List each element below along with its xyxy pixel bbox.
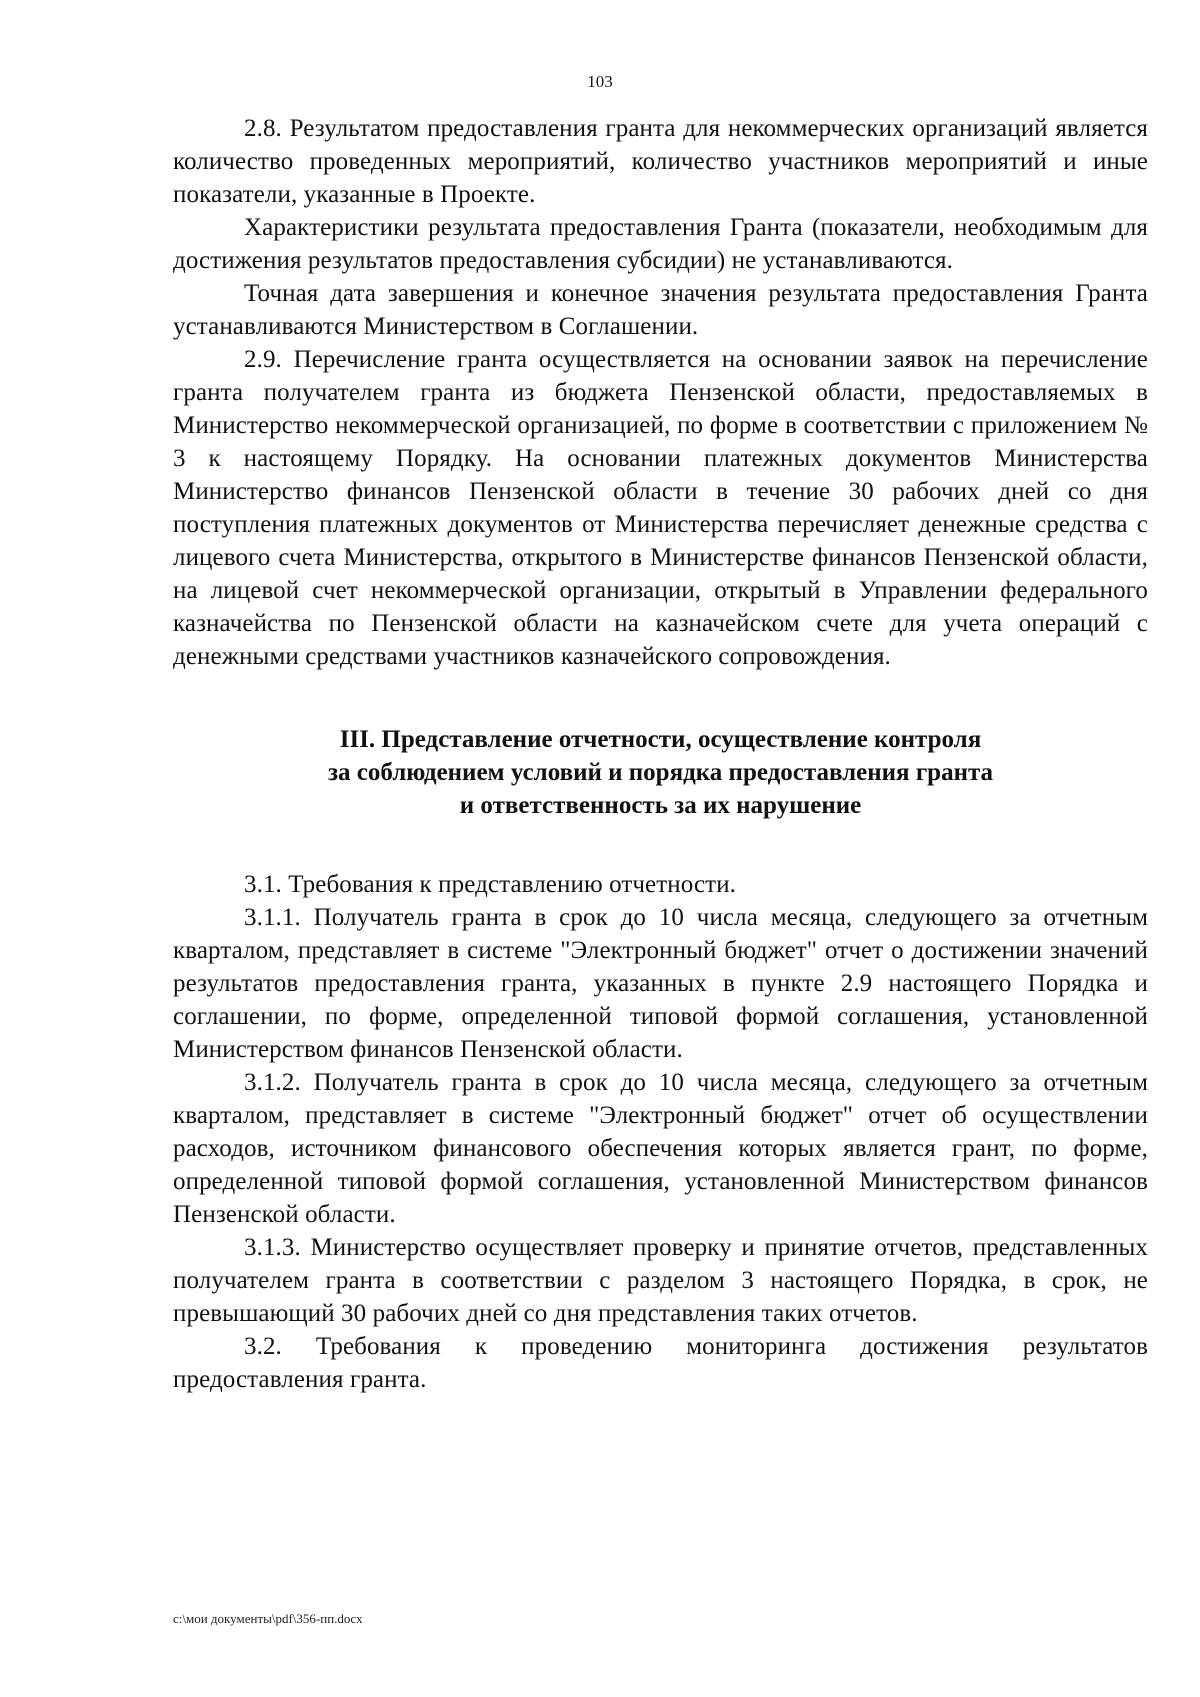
paragraph-3-1: 3.1. Требования к представлению отчетности. <box>244 871 737 898</box>
page-number: 103 <box>587 72 613 91</box>
paragraph-2-8: 2.8. Результатом предоставления гранта для некоммерческих организаций является количество проведенных мероприятий, количество участников мероприятий и иные показатели, указанные в Проекте. <box>173 115 1148 208</box>
paragraph-3-1-1: 3.1.1. Получатель гранта в срок до 10 числа месяца, следующего за отчетным кварталом, представляет в системе "Электронный бюджет" отчет о достижении значений результатов предоставления гранта, указанных в пункте 2.9 настоящего Порядка и соглашении, по форме, определенной типовой формой соглашения, установленной Министерством финансов Пензенской области. <box>173 904 1148 1063</box>
paragraph-2-9: 2.9. Перечисление гранта осуществляется на основании заявок на перечисление гранта получателем гранта из бюджета Пензенской области, предоставляемых в Министерство некоммерческой организацией, по форме в соответствии с приложением № 3 к настоящему Порядку. На основании платежных документов Министерства Министерство финансов Пензенской области в течение 30 рабочих дней со дня поступления платежных документов от Министерства перечисляет денежные средства с лицевого счета Министерства, открытого в Министерстве финансов Пензенской области, на лицевой счет некоммерческой организации, открытый в Управлении федерального казначейства по Пензенской области на казначейском счете для учета операций с денежными средствами участников казначейского сопровождения. <box>173 346 1148 670</box>
paragraph-3-1-3: 3.1.3. Министерство осуществляет проверку и принятие отчетов, представленных получателем гранта в соответствии с разделом 3 настоящего Порядка, в срок, не превышающий 30 рабочих дней со дня представления таких отчетов. <box>173 1234 1148 1327</box>
document-body <box>173 112 1148 1396</box>
paragraph-characteristics: Характеристики результата предоставления Гранта (показатели, необходимым для достижения результатов предоставления субсидии) не устанавливаются. <box>173 214 1148 274</box>
paragraph-exact-date: Точная дата завершения и конечное значения результата предоставления Гранта устанавливаются Министерством в Соглашении. <box>173 280 1148 340</box>
paragraph-3-1-2: 3.1.2. Получатель гранта в срок до 10 числа месяца, следующего за отчетным кварталом, представляет в системе "Электронный бюджет" отчет об осуществлении расходов, источником финансового обеспечения которых является грант, по форме, определенной типовой формой соглашения, установленной Министерством финансов Пензенской области. <box>173 1069 1148 1228</box>
section-heading-line: III. Представление отчетности, осуществление контроля <box>339 726 982 753</box>
footer-file-path: c:\мои документы\pdf\356-пп.docx <box>173 1611 363 1626</box>
section-heading-line: за соблюдением условий и порядка предоставления гранта <box>327 759 994 786</box>
section-heading-line: и ответственность за их нарушение <box>459 792 862 819</box>
paragraph-3-2: 3.2. Требования к проведению мониторинга достижения результатов предоставления гранта. <box>173 1333 1148 1393</box>
section-heading <box>173 723 1148 822</box>
